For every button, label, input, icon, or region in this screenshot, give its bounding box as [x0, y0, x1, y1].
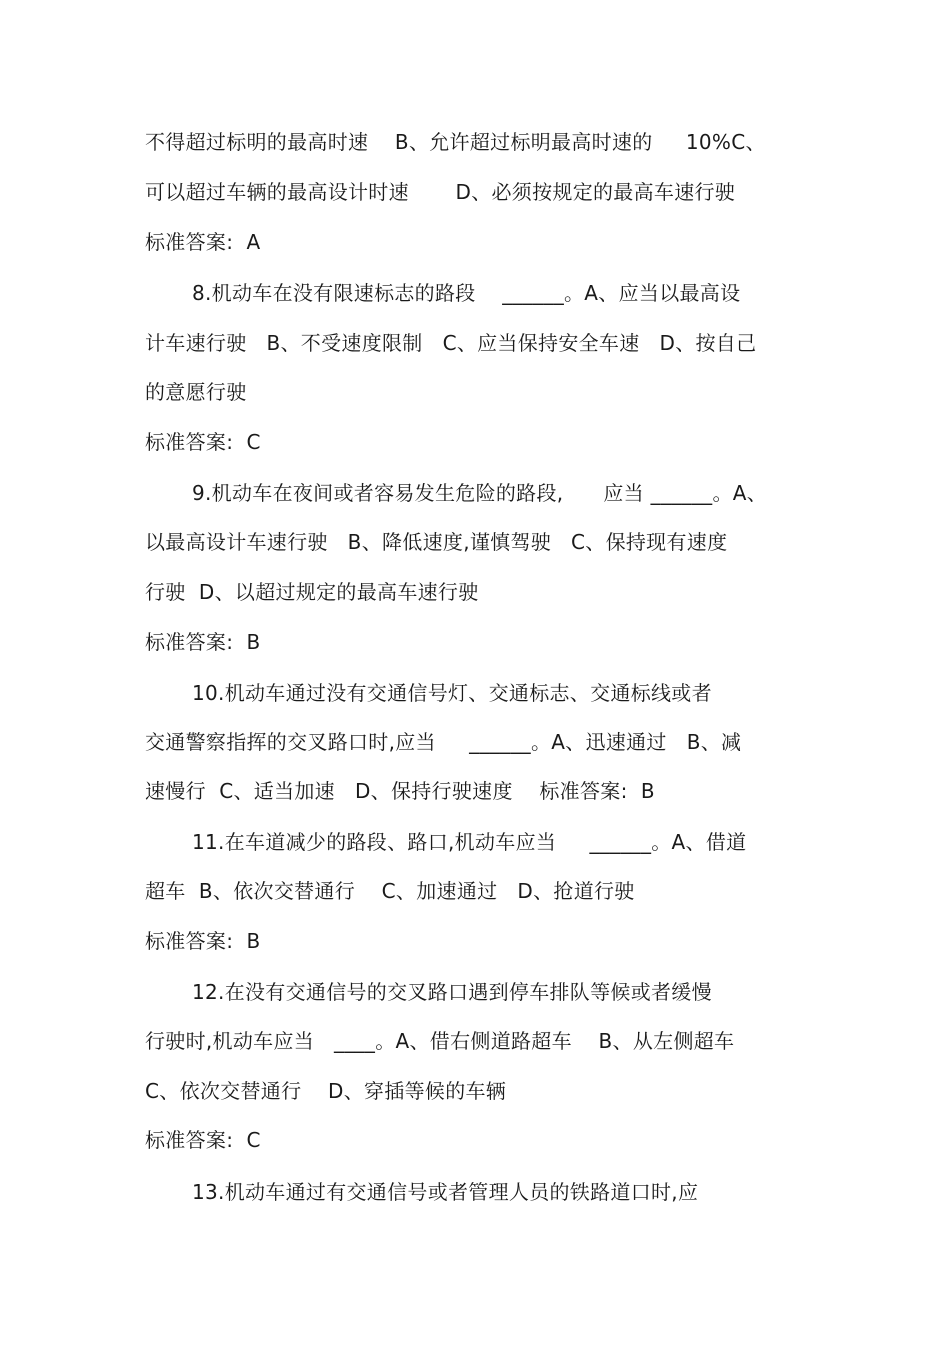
answer-line: 标准答案: A [145, 230, 261, 254]
question-13: 13.机动车通过有交通信号或者管理人员的铁路道口时,应 [192, 1180, 699, 1204]
question-9: 9.机动车在夜间或者容易发生危险的路段, 应当 ______。A、 [192, 481, 768, 505]
text-line: 可以超过车辆的最高设计时速 D、必须按规定的最高车速行驶 [145, 180, 736, 204]
question-12: 12.在没有交通信号的交叉路口遇到停车排队等候或者缓慢 [192, 980, 712, 1004]
text-line: C、依次交替通行 D、穿插等候的车辆 [145, 1079, 507, 1103]
question-8: 8.机动车在没有限速标志的路段 ______。A、应当以最高设 [192, 281, 741, 305]
text-line: 超车 B、依次交替通行 C、加速通过 D、抢道行驶 [145, 879, 635, 903]
text-line: 行驶时,机动车应当 ____。A、借右侧道路超车 B、从左侧超车 [145, 1029, 735, 1053]
answer-line: 标准答案: C [145, 1128, 261, 1152]
text-line: 计车速行驶 B、不受速度限制 C、应当保持安全车速 D、按自己 [145, 331, 757, 355]
answer-line: 标准答案: B [145, 929, 261, 953]
question-10: 10.机动车通过没有交通信号灯、交通标志、交通标线或者 [192, 681, 712, 705]
text-line: 速慢行 C、适当加速 D、保持行驶速度 标准答案: B [145, 779, 655, 803]
text-line: 以最高设计车速行驶 B、降低速度,谨慎驾驶 C、保持现有速度 [145, 530, 728, 554]
text-line: 的意愿行驶 [145, 380, 247, 404]
text-line: 行驶 D、以超过规定的最高车速行驶 [145, 580, 479, 604]
text-line: 不得超过标明的最高时速 B、允许超过标明最高时速的 10%C、 [145, 130, 766, 154]
answer-line: 标准答案: C [145, 430, 261, 454]
answer-line: 标准答案: B [145, 630, 261, 654]
question-11: 11.在车道减少的路段、路口,机动车应当 ______。A、借道 [192, 830, 747, 854]
text-line: 交通警察指挥的交叉路口时,应当 ______。A、迅速通过 B、减 [145, 730, 742, 754]
